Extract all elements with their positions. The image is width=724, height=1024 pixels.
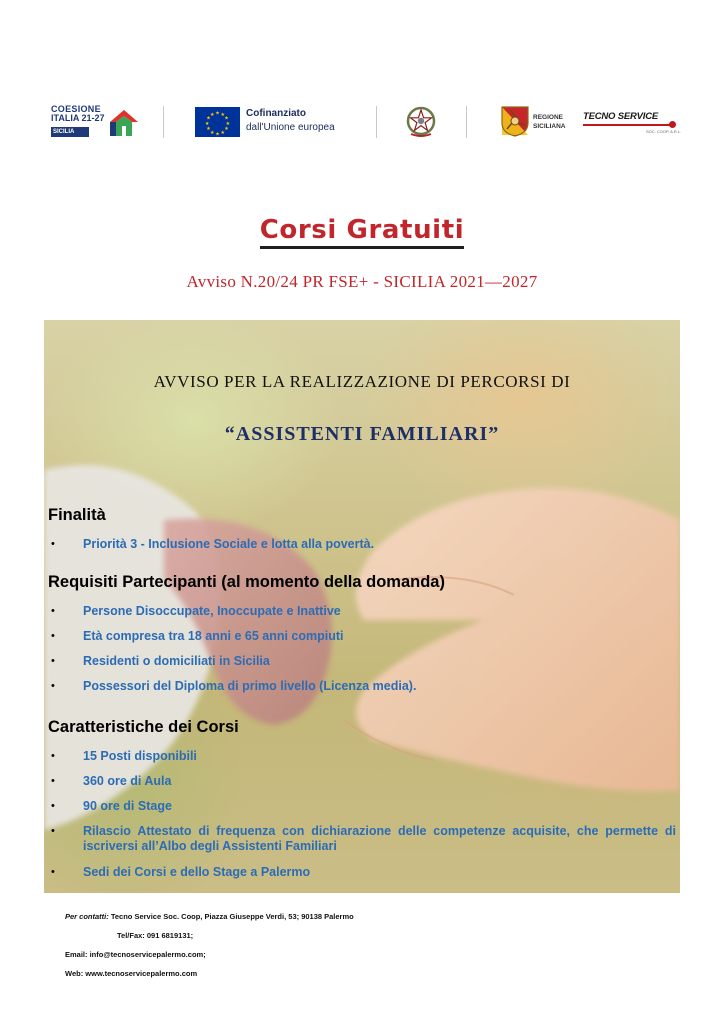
list-item bbox=[48, 537, 676, 552]
list-item bbox=[48, 604, 676, 629]
tecno-logo-underline bbox=[583, 124, 671, 126]
bullet-icon: • bbox=[51, 800, 55, 812]
bullet-icon: • bbox=[51, 630, 55, 642]
regione-logo-line2: SICILIANA bbox=[533, 123, 566, 130]
eu-cofinanziato-logo bbox=[195, 105, 365, 139]
footer-contatti-label: Per contatti: bbox=[65, 912, 109, 921]
svg-text:★: ★ bbox=[215, 131, 220, 137]
coesione-logo-subtext: ITALIA 21-27 bbox=[51, 113, 105, 123]
list-item bbox=[48, 824, 676, 865]
section-title-finalita: Finalità bbox=[48, 506, 106, 524]
eu-flag-icon bbox=[195, 107, 240, 137]
svg-text:★: ★ bbox=[210, 111, 215, 118]
coesione-logo-text: COESIONE bbox=[51, 104, 101, 114]
list-item-text: Età compresa tra 18 anni e 65 anni compiuti bbox=[83, 629, 344, 643]
bullet-icon: • bbox=[51, 775, 55, 787]
list-item-text: Residenti o domiciliati in Sicilia bbox=[83, 654, 270, 668]
svg-text:★: ★ bbox=[215, 110, 220, 117]
list-item bbox=[48, 865, 676, 880]
contact-footer bbox=[65, 911, 465, 987]
svg-text:★: ★ bbox=[224, 126, 229, 133]
caratteristiche-list bbox=[48, 749, 676, 880]
hands-photo-panel bbox=[44, 320, 680, 893]
tecno-logo-dot-icon bbox=[669, 121, 676, 128]
list-item bbox=[48, 749, 676, 774]
svg-text:★: ★ bbox=[204, 120, 210, 127]
requisiti-list bbox=[48, 604, 676, 704]
list-item bbox=[48, 774, 676, 799]
logo-divider bbox=[163, 106, 164, 138]
logo-divider bbox=[376, 106, 377, 138]
logo-divider bbox=[466, 106, 467, 138]
eu-logo-line1: Cofinanziato bbox=[246, 108, 306, 119]
list-item-text: Possessori del Diploma di primo livello (Licenza media). bbox=[83, 679, 417, 693]
list-item-text: Sedi dei Corsi e dello Stage a Palermo bbox=[83, 865, 311, 879]
section-title-requisiti: Requisiti Partecipanti (al momento della domanda) bbox=[48, 573, 445, 591]
footer-contatti-value: Tecno Service Soc. Coop, Piazza Giuseppe Verdi, 53; 90138 Palermo bbox=[108, 912, 354, 921]
tecno-service-logo bbox=[580, 108, 690, 138]
list-item-text: 360 ore di Aula bbox=[83, 774, 172, 788]
finalita-list bbox=[48, 537, 676, 552]
page-title bbox=[0, 215, 724, 245]
footer-web[interactable]: Web: www.tecnoservicepalermo.com bbox=[65, 969, 198, 978]
section-title-caratteristiche: Caratteristiche dei Corsi bbox=[48, 718, 239, 736]
svg-text:★: ★ bbox=[220, 111, 225, 118]
list-item-text: 90 ore di Stage bbox=[83, 799, 172, 813]
trinacria-icon bbox=[500, 105, 530, 137]
page-title-text: Corsi Gratuiti bbox=[260, 215, 465, 249]
list-item-text: Priorità 3 - Inclusione Sociale e lotta alla povertà. bbox=[83, 537, 375, 551]
regione-logo-line1: REGIONE bbox=[533, 114, 563, 121]
svg-text:★: ★ bbox=[220, 129, 225, 136]
list-item bbox=[48, 629, 676, 654]
bullet-icon: • bbox=[51, 866, 55, 878]
list-item bbox=[48, 654, 676, 679]
footer-telfax: Tel/Fax: 091 6819131; bbox=[117, 931, 194, 940]
footer-contatti-line bbox=[65, 911, 465, 930]
list-item bbox=[48, 799, 676, 824]
bullet-icon: • bbox=[51, 605, 55, 617]
svg-text:★: ★ bbox=[224, 115, 229, 122]
svg-text:★: ★ bbox=[206, 126, 211, 133]
avviso-heading: AVVISO PER LA REALIZZAZIONE DI PERCORSI DI bbox=[153, 372, 571, 391]
coesione-arrow-icon bbox=[108, 108, 140, 138]
logo-strip bbox=[45, 100, 685, 146]
bullet-icon: • bbox=[51, 825, 55, 837]
bullet-icon: • bbox=[51, 750, 55, 762]
bullet-icon: • bbox=[51, 680, 55, 692]
bullet-icon: • bbox=[51, 538, 55, 550]
coesione-italia-logo bbox=[51, 104, 141, 142]
list-item-text: Persone Disoccupate, Inoccupate e Inattive bbox=[83, 604, 341, 618]
list-item-text: Rilascio Attestato di frequenza con dichiarazione delle competenze acquisite, che permette di iscriversi all’Albo degli Assistenti Familiari bbox=[83, 824, 676, 853]
assistenti-heading: “ASSISTENTI FAMILIARI” bbox=[224, 423, 500, 445]
list-item bbox=[48, 679, 676, 704]
regione-siciliana-logo bbox=[500, 105, 580, 139]
bullet-icon: • bbox=[51, 655, 55, 667]
page-subtitle: Avviso N.20/24 PR FSE+ - SICILIA 2021—2027 bbox=[186, 272, 538, 291]
eu-logo-line2: dall'Unione europea bbox=[246, 122, 335, 133]
coesione-logo-region: SICILIA bbox=[51, 127, 89, 137]
tecno-service-logo-text: TECNO SERVICE bbox=[583, 111, 658, 122]
svg-text:★: ★ bbox=[206, 115, 211, 122]
italian-republic-emblem-icon bbox=[405, 105, 437, 139]
svg-text:★: ★ bbox=[225, 120, 231, 127]
footer-email[interactable]: Email: info@tecnoservicepalermo.com; bbox=[65, 950, 206, 959]
list-item-text: 15 Posti disponibili bbox=[83, 749, 197, 763]
tecno-service-logo-small: SOC. COOP. A.R.L. bbox=[646, 129, 682, 134]
svg-text:★: ★ bbox=[210, 129, 215, 136]
